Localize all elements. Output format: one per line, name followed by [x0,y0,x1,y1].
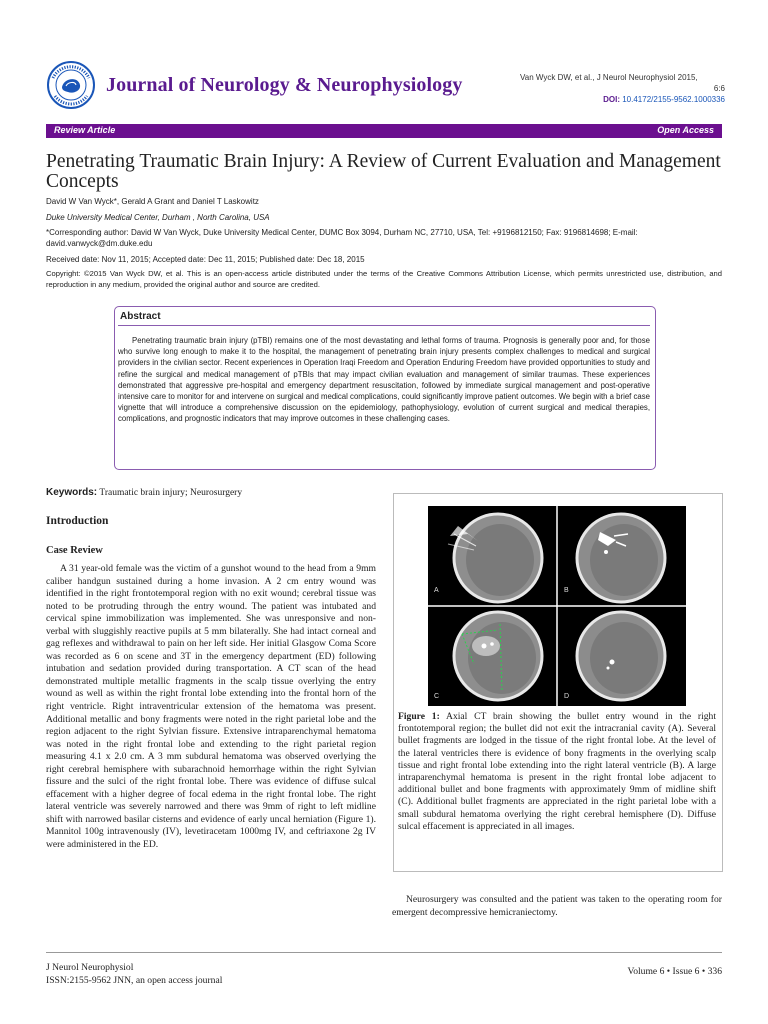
doi-label: DOI: [603,95,620,104]
abstract-heading: Abstract [120,311,161,322]
doi [520,95,725,104]
article-type-bar [46,124,722,138]
journal-logo [46,60,96,110]
case-review-text: A 31 year-old female was the victim of a gunshot wound to the head from a 9mm caliber handgun sustained during a home invasion. A 2 cm entry wound was identified in the right frontotemporal region with no exit wound; cerebral tissue was noted to be protruding through the entry wound. The patient was intubated and cervical spine immobilization was implemented. She was unresponsive and non-verbal with sluggishly reactive pupils at 5 mm bilaterally. She had intact corneal and gag reflexes and withdrawal to pain on her left side. Her initial Glasgow Coma Score was recorded as 6 on scene and 3T in the emergency department (ED) following intubation and sedation provided during transportation. A CT scan of the head demonstrated multiple metallic fragments in the scalp tissue overlying the entry wound as well as within the right frontal lobe extending into the frontal horn of the right ventricle. Right intraventricular extension of the hematoma was present. Additional metallic and bony fragments were noted in the right parietal lobe and the region adjacent to the right Sylvian fissure. Extensive intraparenchymal hematoma was noted in the right frontal lobe and extending to the right parietal region measuring 4.1 x 2.0 cm. A 3 mm subdural hematoma was observed overlying the right cerebral hemisphere with subarachnoid hemorrhage within the right Sylvian fissure and the sulci of the right frontal lobe. There was evidence of diffuse sulcal effacement with a higher degree of focal edema in the right frontal lobe. The right lateral ventricle was severely narrowed and there was 9mm of right to left midline shift with narrowed basilar cisterns and evidence of early uncal herniation (Figure 1). Mannitol 100g intravenously (IV), levetiracetam 1000mg IV, and ceftriaxone 2g IV were administered in the ED. [46,563,376,851]
citation-line-1: Van Wyck DW, et al., J Neurol Neurophysiol 2015, [520,73,698,82]
affiliation: Duke University Medical Center, Durham , North Carolina, USA [46,213,270,222]
journal-title: Journal of Neurology & Neurophysiology [106,74,463,96]
article-title: Penetrating Traumatic Brain Injury: A Review of Current Evaluation and Management Concepts [46,151,721,192]
abstract-text: Penetrating traumatic brain injury (pTBI) remains one of the most devastating and lethal forms of trauma. Prognosis is generally poor and, for those who survive long enough to make it to the hospital, the management of penetrating brain injury presents complex challenges to medical and surgical providers in the civilian sector. Recent experiences in Operation Iraqi Freedom and Operation Enduring Freedom have provided opportunities to study and refine the surgical and medical management of pTBIs that may impact civilian evaluation and management of similar traumas. These experiences demonstrated that aggressive pre-hospital and emergency department resuscitation, followed by immediate surgical management and post-operative intensive care to monitor for and intervene on surgical and medical complications, could significantly improve patient outcomes. We begin with a brief case vignette that will introduce a comprehensive discussion on the epidemiology, pathophysiology, evolution of current surgical and medical therapies, complications, and prognostic indicators that may improve outcomes in these challenging cases. [118,336,650,424]
article-type: Review Article [54,125,116,135]
figure-caption-text: Axial CT brain showing the bullet entry wound in the right frontotemporal region; the bullet did not exit the intracranial cavity (A). Several bullet fragments are lodged in the tissue of the right frontal lobe. At the level of the lateral ventricles there is evidence of bony fragments in the overlying scalp tissue and right frontal lobe extending into the right lateral ventricle (B). A large intraparenchymal hematoma is present in the right frontal lobe adjacent to additional bullet and bone fragments with approximately 9mm of midline shift (C). Additional bullet fragments are appreciated in the right parietal lobe with a small subdural hematoma overlying the right cerebral hemisphere (D). Diffuse sulcal effacement is appreciated in all images. [398,711,716,832]
keywords-label: Keywords: [46,487,98,498]
footer-journal-abbrev: J Neurol Neurophysiol [46,962,134,973]
footer-volume: Volume 6 • Issue 6 • 336 [627,966,722,977]
footer-issn: ISSN:2155-9562 JNN, an open access journal [46,975,223,986]
panel-label-b: B [564,587,569,594]
ct-panel-c [454,612,542,700]
panel-label-c: C [434,693,440,700]
panel-label-d: D [564,693,570,700]
ct-scan-image [428,506,686,706]
citation [520,72,725,94]
figure-label: Figure 1: [398,711,440,722]
authors: David W Van Wyck*, Gerald A Grant and Daniel T Laskowitz [46,197,259,206]
figure-caption [398,711,716,833]
article-dates: Received date: Nov 11, 2015; Accepted date: Dec 11, 2015; Published date: Dec 18, 2015 [46,255,365,264]
abstract-divider [118,325,650,326]
copyright-notice: Copyright: ©2015 Van Wyck DW, et al. This is an open-access article distributed under the terms of the Creative Commons Attribution License, which permits unrestricted use, distribution, and reproduction in any medium, provided the original author and source are credited. [46,269,722,289]
introduction-heading: Introduction [46,515,109,527]
corresponding-author: *Corresponding author: David W Van Wyck, Duke University Medical Center, DUMC Box 3094, Durham NC, 27710, USA, Tel: +9196812150; Fax: 9196814698; E-mail: david.vanwyck@dm.duke.edu [46,228,638,248]
column-two-text: Neurosurgery was consulted and the patient was taken to the operating room for emergent decompressive hemicraniectomy. [392,894,722,918]
ct-panel-d [577,612,665,700]
open-access-label: Open Access [657,125,714,135]
keywords [46,487,242,498]
citation-line-2: 6:6 [713,84,725,93]
case-review-heading: Case Review [46,545,103,556]
footer-divider [46,952,722,953]
ct-panel-b [577,514,665,602]
keywords-value: Traumatic brain injury; Neurosurgery [99,488,243,498]
panel-label-a: A [434,587,439,594]
doi-link[interactable]: 10.4172/2155-9562.1000336 [622,95,725,104]
